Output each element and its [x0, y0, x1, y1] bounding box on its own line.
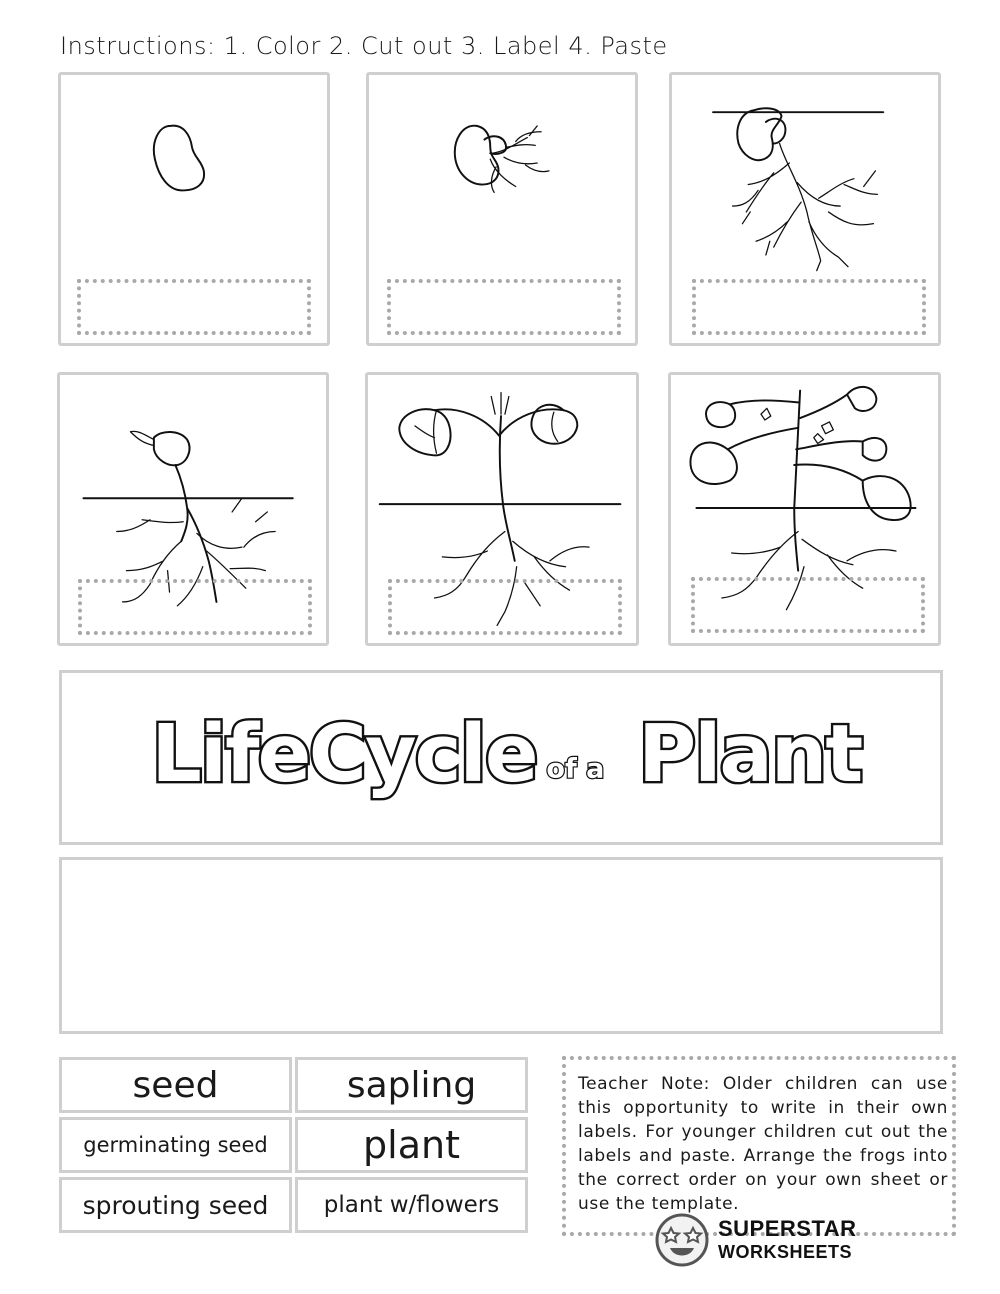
stage-card-germinating-seed: [366, 72, 638, 346]
label-slot[interactable]: [387, 279, 621, 335]
word-label: sprouting seed: [82, 1190, 269, 1220]
label-slot[interactable]: [78, 579, 312, 635]
title-lettering: [62, 673, 940, 842]
stage-card-sprouting-seed: [669, 72, 941, 346]
word-card-sapling[interactable]: [295, 1057, 528, 1113]
stage-card-seedling: [57, 372, 329, 646]
title-word-life: Life: [151, 708, 310, 801]
word-bank: [59, 1057, 529, 1233]
label-slot[interactable]: [388, 579, 622, 635]
stage-card-flowering-plant: [668, 372, 941, 646]
word-card-seed[interactable]: [59, 1057, 292, 1113]
title-connector: of a: [546, 753, 605, 785]
instructions: Instructions: 1. Color 2. Cut out 3. Label 4. Paste: [60, 32, 668, 60]
superstar-face-icon: [654, 1212, 710, 1268]
title-word-cycle: Cycle: [308, 708, 537, 801]
word-card-plant-with-flowers[interactable]: [295, 1177, 528, 1233]
brand-line1: SUPERSTAR: [718, 1216, 857, 1241]
word-card-germinating-seed[interactable]: [59, 1117, 292, 1173]
word-label: sapling: [346, 1064, 477, 1106]
title-word-plant: Plant: [638, 708, 862, 801]
stage-card-sapling: [365, 372, 639, 646]
stage-card-seed: [58, 72, 330, 346]
word-card-sprouting-seed[interactable]: [59, 1177, 292, 1233]
title-panel: [59, 670, 943, 845]
teacher-note-text: Teacher Note: Older children can use this opportunity to write in their own labels. For younger children cut out the labels and paste. Arrange the frogs into the correct order on your own sheet or use the template.: [578, 1074, 948, 1214]
word-label: plant w/flowers: [323, 1192, 500, 1218]
word-label: germinating seed: [83, 1133, 268, 1157]
teacher-note: [562, 1056, 956, 1236]
word-label: plant: [363, 1123, 460, 1167]
answer-area[interactable]: [59, 857, 943, 1034]
word-label: seed: [132, 1064, 219, 1106]
label-slot[interactable]: [691, 577, 925, 633]
brand-logo: [654, 1212, 884, 1272]
word-card-plant[interactable]: [295, 1117, 528, 1173]
label-slot[interactable]: [77, 279, 311, 335]
label-slot[interactable]: [692, 279, 926, 335]
brand-line2: WORKSHEETS: [718, 1242, 853, 1262]
